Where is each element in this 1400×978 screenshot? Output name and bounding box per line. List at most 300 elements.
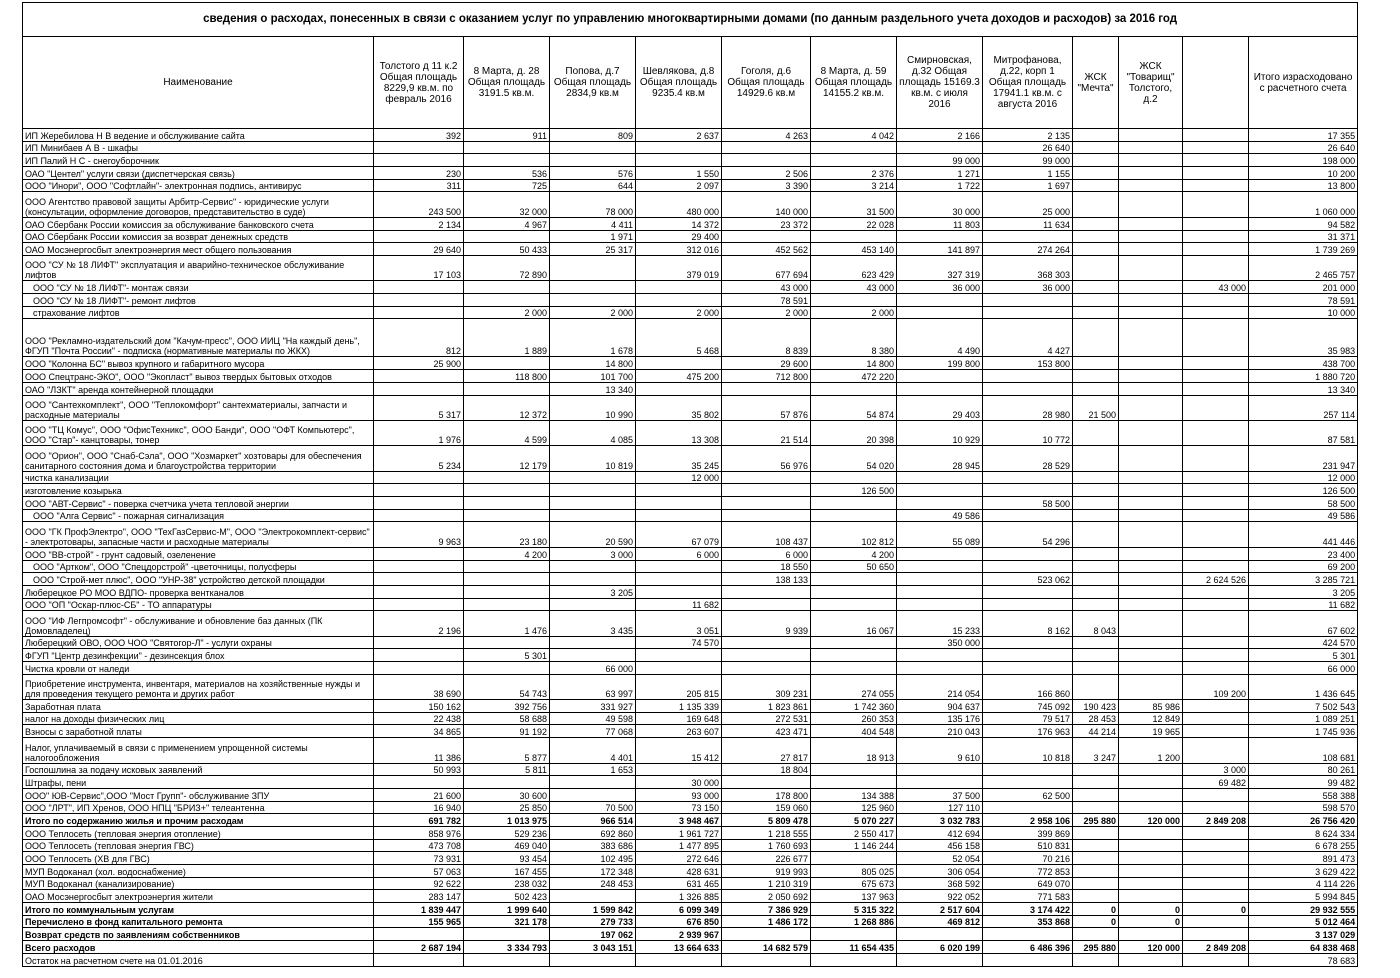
table-row	[23, 865, 1358, 878]
cell-value	[1073, 382, 1119, 395]
cell-value: 1 653	[550, 763, 636, 776]
cell-value: 15 233	[897, 611, 983, 636]
cell-value	[1119, 839, 1183, 852]
cell-value	[464, 141, 550, 154]
cell-value: 4 427	[983, 319, 1073, 357]
cell-value	[464, 357, 550, 370]
cell-value	[636, 497, 722, 510]
row-label: Перечислено в фонд капитального ремонта	[23, 915, 374, 928]
cell-value	[1183, 179, 1249, 192]
table-row	[23, 941, 1358, 954]
cell-value	[636, 662, 722, 675]
row-label: ОАО "Центел" услуги связи (диспетчерская связь)	[23, 167, 374, 180]
cell-value	[897, 776, 983, 789]
cell-value	[374, 776, 464, 789]
cell-value: 5 994 845	[1249, 890, 1358, 903]
row-label: изготовление козырька	[23, 484, 374, 497]
header-column-2: 8 Марта, д. 28 Общая площадь 3191.5 кв.м.	[464, 37, 550, 129]
cell-value: 36 000	[983, 281, 1073, 294]
cell-value	[1119, 649, 1183, 662]
cell-value	[1183, 255, 1249, 280]
cell-value	[1119, 484, 1183, 497]
cell-value: 11 634	[983, 217, 1073, 230]
cell-value	[374, 484, 464, 497]
cell-value: 1 550	[636, 167, 722, 180]
cell-value: 12 000	[1249, 471, 1358, 484]
cell-value	[1073, 446, 1119, 471]
cell-value: 10 819	[550, 446, 636, 471]
cell-value: 72 890	[464, 255, 550, 280]
cell-value: 1 760 693	[722, 839, 811, 852]
cell-value	[1073, 179, 1119, 192]
cell-value: 0	[1073, 903, 1119, 916]
cell-value	[374, 636, 464, 649]
cell-value	[1119, 255, 1183, 280]
cell-value: 3 334 793	[464, 941, 550, 954]
cell-value: 11 682	[1249, 598, 1358, 611]
row-label: ОАО Мосэнергосбыт электроэнергия жители	[23, 890, 374, 903]
cell-value: 5 809 478	[722, 814, 811, 827]
cell-value: 50 433	[464, 243, 550, 256]
cell-value	[1073, 662, 1119, 675]
cell-value: 36 000	[897, 281, 983, 294]
cell-value: 2 166	[897, 129, 983, 142]
cell-value: 138 133	[722, 573, 811, 586]
cell-value: 911	[464, 129, 550, 142]
table-row	[23, 243, 1358, 256]
cell-value	[811, 763, 897, 776]
row-label: ООО Теплосеть (тепловая энергия отопление)	[23, 826, 374, 839]
cell-value	[374, 585, 464, 598]
row-label: ООО "СУ № 18 ЛИФТ"- ремонт лифтов	[23, 293, 374, 306]
cell-value: 54 296	[983, 522, 1073, 547]
cell-value: 13 664 633	[636, 941, 722, 954]
table-row	[23, 611, 1358, 636]
cell-value: 3 174 422	[983, 903, 1073, 916]
header-column-3: Попова, д.7 Общая площадь 2834,9 кв.м	[550, 37, 636, 129]
cell-value	[464, 776, 550, 789]
cell-value	[722, 471, 811, 484]
table-row	[23, 649, 1358, 662]
cell-value: 0	[1073, 915, 1119, 928]
cell-value	[1119, 611, 1183, 636]
cell-value: 94 582	[1249, 217, 1358, 230]
cell-value	[983, 560, 1073, 573]
cell-value: 18 550	[722, 560, 811, 573]
cell-value: 74 570	[636, 636, 722, 649]
cell-value	[374, 230, 464, 243]
cell-value	[983, 649, 1073, 662]
cell-value: 1 200	[1119, 738, 1183, 763]
row-label: ИП Палий Н С - снегоуборочник	[23, 154, 374, 167]
cell-value	[550, 293, 636, 306]
cell-value: 77 068	[550, 725, 636, 738]
cell-value: 3 000	[1183, 763, 1249, 776]
cell-value	[1183, 141, 1249, 154]
cell-value: 102 495	[550, 852, 636, 865]
cell-value	[1073, 573, 1119, 586]
cell-value: 1 678	[550, 319, 636, 357]
cell-value: 312 016	[636, 243, 722, 256]
cell-value: 3 051	[636, 611, 722, 636]
cell-value: 5 317	[374, 395, 464, 420]
cell-value	[1119, 573, 1183, 586]
cell-value: 725	[464, 179, 550, 192]
cell-value	[636, 560, 722, 573]
cell-value	[1119, 281, 1183, 294]
cell-value: 199 800	[897, 357, 983, 370]
cell-value: 54 743	[464, 674, 550, 699]
cell-value: 92 622	[374, 877, 464, 890]
table-row	[23, 319, 1358, 357]
cell-value: 190 423	[1073, 700, 1119, 713]
cell-value: 469 812	[897, 915, 983, 928]
cell-value: 93 000	[636, 788, 722, 801]
cell-value	[550, 141, 636, 154]
cell-value: 205 815	[636, 674, 722, 699]
cell-value	[983, 598, 1073, 611]
cell-value	[1183, 585, 1249, 598]
cell-value	[722, 484, 811, 497]
cell-value: 4 085	[550, 420, 636, 445]
cell-value	[1073, 217, 1119, 230]
cell-value: 1 839 447	[374, 903, 464, 916]
cell-value	[1183, 319, 1249, 357]
cell-value: 23 400	[1249, 547, 1358, 560]
table-row	[23, 154, 1358, 167]
cell-value: 35 983	[1249, 319, 1358, 357]
cell-value	[1073, 154, 1119, 167]
cell-value: 327 319	[897, 255, 983, 280]
cell-value: 66 000	[550, 662, 636, 675]
cell-value	[1183, 154, 1249, 167]
cell-value	[636, 293, 722, 306]
cell-value	[1119, 509, 1183, 522]
cell-value: 428 631	[636, 865, 722, 878]
cell-value	[811, 509, 897, 522]
cell-value: 12 000	[636, 471, 722, 484]
cell-value: 10 200	[1249, 167, 1358, 180]
cell-value	[897, 471, 983, 484]
cell-value: 8 624 334	[1249, 826, 1358, 839]
cell-value	[983, 293, 1073, 306]
cell-value: 137 963	[811, 890, 897, 903]
cell-value: 11 654 435	[811, 941, 897, 954]
cell-value: 238 032	[464, 877, 550, 890]
cell-value: 126 500	[1249, 484, 1358, 497]
cell-value	[897, 953, 983, 966]
cell-value	[1183, 636, 1249, 649]
cell-value: 79 517	[983, 712, 1073, 725]
cell-value: 11 682	[636, 598, 722, 611]
cell-value	[1183, 611, 1249, 636]
cell-value: 3 435	[550, 611, 636, 636]
cell-value: 3 285 721	[1249, 573, 1358, 586]
cell-value: 12 179	[464, 446, 550, 471]
cell-value	[1119, 547, 1183, 560]
cell-value: 43 000	[1183, 281, 1249, 294]
cell-value: 16 067	[811, 611, 897, 636]
cell-value: 3 390	[722, 179, 811, 192]
cell-value: 14 800	[811, 357, 897, 370]
cell-value: 456 158	[897, 839, 983, 852]
cell-value	[1183, 522, 1249, 547]
cell-value: 1 268 886	[811, 915, 897, 928]
cell-value	[1183, 915, 1249, 928]
cell-value: 14 372	[636, 217, 722, 230]
row-label: ООО "ИФ Легпромсофт" - обслуживание и обновление баз данных (ПК Домовладелец)	[23, 611, 374, 636]
cell-value: 13 340	[550, 382, 636, 395]
cell-value: 17 355	[1249, 129, 1358, 142]
cell-value: 8 162	[983, 611, 1073, 636]
cell-value	[983, 382, 1073, 395]
cell-value: 644	[550, 179, 636, 192]
cell-value	[1183, 357, 1249, 370]
cell-value: 30 000	[636, 776, 722, 789]
header-column-10: ЖСК "Товарищ" Толстого, д.2	[1119, 37, 1183, 129]
row-label: налог на доходы физических лиц	[23, 712, 374, 725]
cell-value: 155 965	[374, 915, 464, 928]
cell-value: 28 945	[897, 446, 983, 471]
cell-value: 17 103	[374, 255, 464, 280]
row-label: Госпошлина за подачу исковых заявлений	[23, 763, 374, 776]
cell-value	[1119, 420, 1183, 445]
cell-value: 2 000	[636, 306, 722, 319]
row-label: ООО "Алга Сервис" - пожарная сигнализация	[23, 509, 374, 522]
table-row	[23, 852, 1358, 865]
cell-value	[550, 255, 636, 280]
cell-value: 2 134	[374, 217, 464, 230]
cell-value	[983, 585, 1073, 598]
cell-value: 12 849	[1119, 712, 1183, 725]
cell-value: 4 967	[464, 217, 550, 230]
cell-value	[374, 281, 464, 294]
table-row	[23, 826, 1358, 839]
cell-value	[897, 560, 983, 573]
cell-value: 19 965	[1119, 725, 1183, 738]
cell-value: 30 000	[897, 192, 983, 217]
cell-value: 4 042	[811, 129, 897, 142]
cell-value: 274 264	[983, 243, 1073, 256]
cell-value: 2 000	[811, 306, 897, 319]
cell-value: 85 986	[1119, 700, 1183, 713]
cell-value: 6 678 255	[1249, 839, 1358, 852]
cell-value: 379 019	[636, 255, 722, 280]
cell-value	[636, 382, 722, 395]
table-row	[23, 306, 1358, 319]
cell-value: 424 570	[1249, 636, 1358, 649]
cell-value: 99 000	[983, 154, 1073, 167]
cell-value: 29 640	[374, 243, 464, 256]
cell-value: 43 000	[722, 281, 811, 294]
cell-value	[1073, 636, 1119, 649]
cell-value: 230	[374, 167, 464, 180]
cell-value: 18 913	[811, 738, 897, 763]
row-label: ООО "Рекламно-издательский дом "Качум-пресс", ООО ИИЦ "На каждый день", ФГУП "Почта России" - подписка (нормативные материалы по ЖКХ)	[23, 319, 374, 357]
cell-value: 54 020	[811, 446, 897, 471]
cell-value: 172 348	[550, 865, 636, 878]
cell-value: 1 135 339	[636, 700, 722, 713]
cell-value: 57 063	[374, 865, 464, 878]
cell-value	[722, 776, 811, 789]
cell-value: 27 817	[722, 738, 811, 763]
cell-value	[1073, 928, 1119, 941]
cell-value	[1119, 129, 1183, 142]
cell-value: 2 624 526	[1183, 573, 1249, 586]
cell-value: 598 570	[1249, 801, 1358, 814]
cell-value: 13 340	[1249, 382, 1358, 395]
table-row	[23, 738, 1358, 763]
header-column-9: ЖСК "Мечта"	[1073, 37, 1119, 129]
cell-value: 63 997	[550, 674, 636, 699]
row-label: ООО "АВТ-Сервис" - поверка счетчика учета тепловой энергии	[23, 497, 374, 510]
cell-value	[1119, 497, 1183, 510]
cell-value	[464, 382, 550, 395]
cell-value	[1073, 560, 1119, 573]
cell-value	[897, 585, 983, 598]
cell-value	[550, 776, 636, 789]
cell-value	[811, 230, 897, 243]
cell-value: 480 000	[636, 192, 722, 217]
cell-value: 91 192	[464, 725, 550, 738]
cell-value: 1 739 269	[1249, 243, 1358, 256]
table-row	[23, 585, 1358, 598]
cell-value	[1183, 788, 1249, 801]
cell-value: 383 686	[550, 839, 636, 852]
cell-value: 4 401	[550, 738, 636, 763]
cell-value	[1119, 357, 1183, 370]
cell-value: 1 476	[464, 611, 550, 636]
table-row	[23, 192, 1358, 217]
cell-value	[1119, 865, 1183, 878]
cell-value	[636, 281, 722, 294]
row-label: Заработная плата	[23, 700, 374, 713]
cell-value	[1073, 497, 1119, 510]
cell-value	[1119, 319, 1183, 357]
cell-value: 10 000	[1249, 306, 1358, 319]
cell-value: 4 599	[464, 420, 550, 445]
cell-value	[1119, 179, 1183, 192]
cell-value: 3 032 783	[897, 814, 983, 827]
cell-value: 73 931	[374, 852, 464, 865]
row-label: Чистка кровли от наледи	[23, 662, 374, 675]
cell-value	[722, 585, 811, 598]
cell-value: 99 482	[1249, 776, 1358, 789]
cell-value	[550, 788, 636, 801]
cell-value: 306 054	[897, 865, 983, 878]
cell-value: 1 271	[897, 167, 983, 180]
cell-value: 675 673	[811, 877, 897, 890]
cell-value	[811, 141, 897, 154]
cell-value	[636, 649, 722, 662]
cell-value	[983, 306, 1073, 319]
cell-value	[897, 293, 983, 306]
table-row	[23, 420, 1358, 445]
cell-value	[374, 471, 464, 484]
cell-value	[1183, 560, 1249, 573]
cell-value: 66 000	[1249, 662, 1358, 675]
cell-value: 22 028	[811, 217, 897, 230]
cell-value	[1119, 243, 1183, 256]
row-label: ООО "ЛРТ", ИП Хренов, ООО НПЦ "БРИЗ+" телеантенна	[23, 801, 374, 814]
row-label: ИП Жеребилова Н В ведение и обслуживание сайта	[23, 129, 374, 142]
cell-value	[811, 382, 897, 395]
cell-value: 20 398	[811, 420, 897, 445]
cell-value	[1073, 471, 1119, 484]
cell-value	[464, 636, 550, 649]
cell-value: 1 477 895	[636, 839, 722, 852]
cell-value: 1 823 861	[722, 700, 811, 713]
cell-value	[374, 497, 464, 510]
cell-value: 309 231	[722, 674, 811, 699]
cell-value	[983, 928, 1073, 941]
cell-value: 11 803	[897, 217, 983, 230]
cell-value: 5 877	[464, 738, 550, 763]
cell-value: 69 200	[1249, 560, 1358, 573]
cell-value	[374, 141, 464, 154]
cell-value	[1073, 522, 1119, 547]
cell-value	[1073, 598, 1119, 611]
cell-value	[1183, 725, 1249, 738]
cell-value: 23 372	[722, 217, 811, 230]
cell-value	[1183, 484, 1249, 497]
cell-value: 274 055	[811, 674, 897, 699]
cell-value	[550, 471, 636, 484]
cell-value	[1073, 826, 1119, 839]
cell-value: 295 880	[1073, 941, 1119, 954]
cell-value: 4 200	[811, 547, 897, 560]
cell-value	[550, 497, 636, 510]
cell-value: 8 839	[722, 319, 811, 357]
table-row	[23, 725, 1358, 738]
cell-value	[550, 484, 636, 497]
row-label: ОАО Сбербанк России комиссия за обслуживание банковского счета	[23, 217, 374, 230]
cell-value: 404 548	[811, 725, 897, 738]
cell-value	[897, 649, 983, 662]
cell-value	[1183, 598, 1249, 611]
cell-value: 771 583	[983, 890, 1073, 903]
row-label: ООО "Строй-мет плюс", ООО "УНР-38" устройство детской площадки	[23, 573, 374, 586]
cell-value: 692 860	[550, 826, 636, 839]
cell-value	[464, 509, 550, 522]
table-row	[23, 712, 1358, 725]
cell-value	[1183, 839, 1249, 852]
cell-value: 58 500	[1249, 497, 1358, 510]
cell-value	[897, 370, 983, 383]
cell-value: 26 640	[1249, 141, 1358, 154]
cell-value: 1 976	[374, 420, 464, 445]
table-row	[23, 217, 1358, 230]
cell-value	[1183, 446, 1249, 471]
cell-value: 576	[550, 167, 636, 180]
header-column-8: Митрофанова, д.22, корп 1 Общая площадь 17941.1 кв.м. с августа 2016	[983, 37, 1073, 129]
cell-value: 1 889	[464, 319, 550, 357]
cell-value: 453 140	[811, 243, 897, 256]
cell-value: 1 742 360	[811, 700, 897, 713]
cell-value	[636, 357, 722, 370]
row-label: ФГУП "Центр дезинфекции" - дезинсекция блох	[23, 649, 374, 662]
cell-value	[636, 585, 722, 598]
table-row	[23, 560, 1358, 573]
row-label: ОАО Сбербанк России комиссия за возврат денежных средств	[23, 230, 374, 243]
cell-value	[1073, 420, 1119, 445]
cell-value	[1119, 776, 1183, 789]
cell-value: 3 948 467	[636, 814, 722, 827]
cell-value	[550, 573, 636, 586]
cell-value: 78 683	[1249, 953, 1358, 966]
cell-value: 2 376	[811, 167, 897, 180]
cell-value	[1119, 141, 1183, 154]
